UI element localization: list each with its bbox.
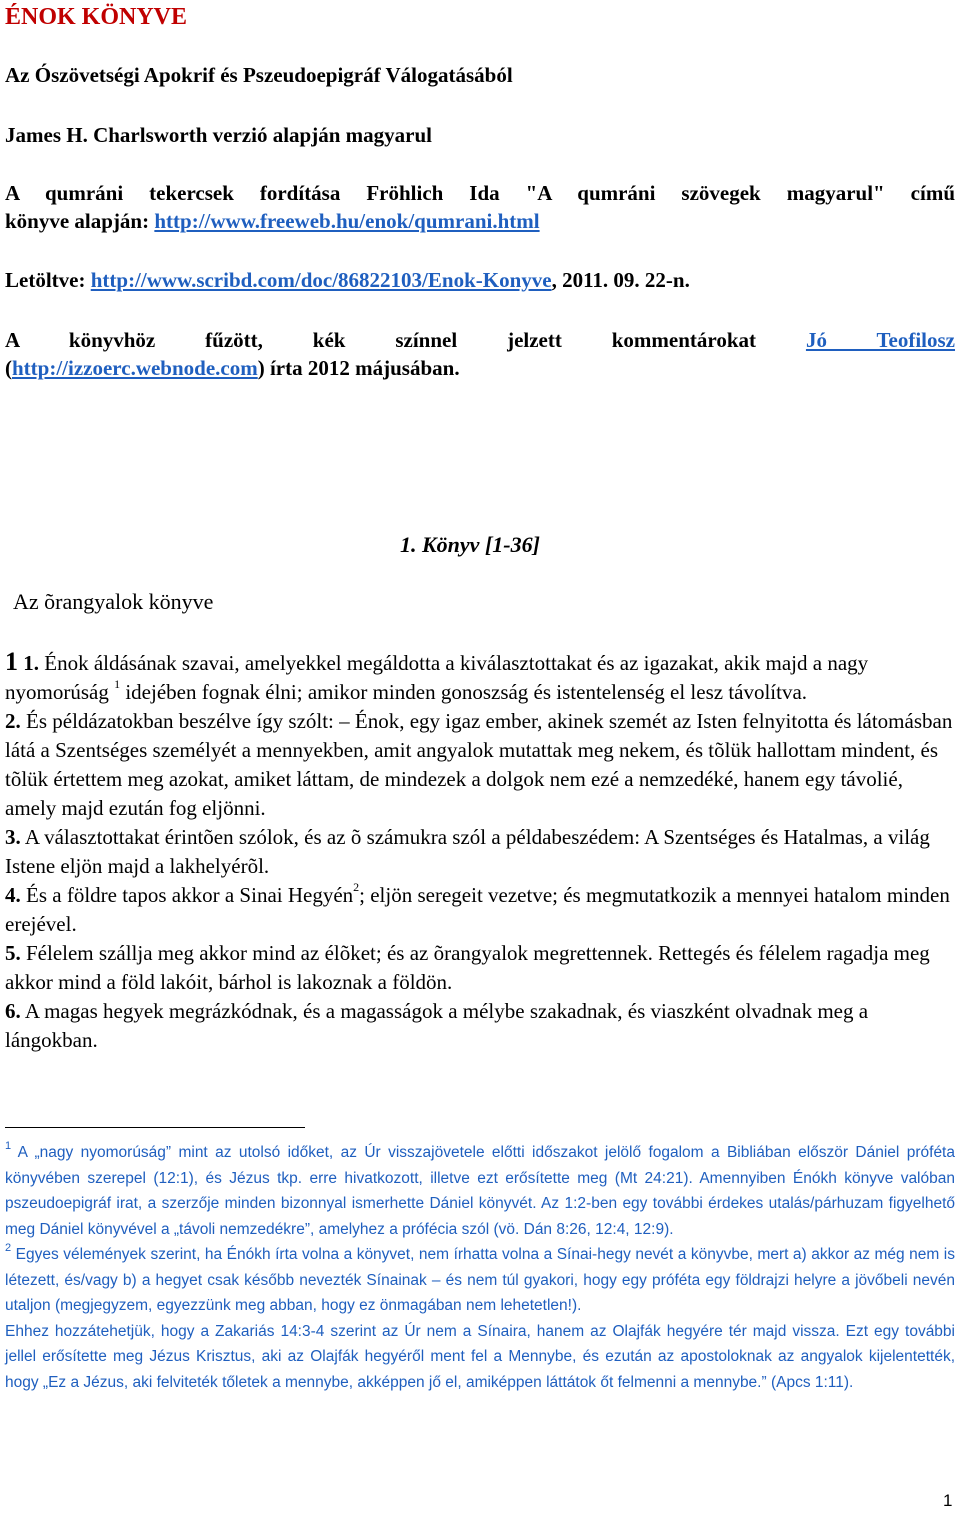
main-text [5,647,955,1055]
verse-text: És példázatokban beszélve így szólt: – Énok, egy igaz ember, akinek szemét az Isten felnyitotta és látomásban látá a Szentséges személyét a mennyekben, amit angyalok mutattak meg nekem, és tõlük hallottam mindent, és tõlük értettem meg azokat, amiket láttam, de mindezek a dolgok nem ezé a nemzedéké, hanem egy távolié, amely majd ezután fog eljönni. [5,709,953,820]
verse-3 [5,823,955,881]
subtitle: Az Ószövetségi Apokrif és Pszeudoepigráf Válogatásából [5,63,513,87]
footnote-text: Egyes vélemények szerint, ha Énókh írta volna a könyvet, nem írhatta volna a Sínai-hegy nevét a könyvbe, mert a) akkor az még nem is létezett, és/vagy b) a hegyet csak később nevezték Sínainak – és nem túl gyakori, hogy egy próféta egy földrajzi helyre a jövőbeli nevén utaljon (megjegyzem, egyezzünk meg abban, hogy ez önmagában nem lehetetlen!). [5,1246,955,1314]
verse-4 [5,881,955,939]
chapter-number: 1 [5,647,18,676]
footnote-ref-1[interactable]: 1 [114,677,121,691]
page-number: 1 [943,1491,953,1510]
verse-text-cont: ; eljön seregeit vezetve; és megmutatkozik a mennyei hatalom minden erejével. [5,883,950,936]
footnote-2-addendum [5,1319,955,1396]
verse-6 [5,997,955,1055]
footnote-number: 2 [5,1242,12,1254]
verse-text-cont: idejében fognak élni; amikor minden gonoszság és istentelenség el lesz távolítva. [125,680,808,704]
qumran-line-1: A qumráni tekercsek fordítása Fröhlich Ida "A qumráni szövegek magyarul" című [5,181,955,205]
document-title: ÉNOK KÖNYVE [5,4,188,30]
footnote-2 [5,1242,955,1319]
verse-number: 4. [5,883,21,907]
verse-text: Félelem szállja meg akkor mind az élõket; és az õrangyalok megrettennek. Rettegés és félelem ragadja meg akkor mind a föld lakóit, bárhol is lakoznak a földön. [5,941,930,994]
verse-number: 1. [23,651,39,675]
footnote-1 [5,1140,955,1242]
verse-2 [5,707,955,823]
verse-5 [5,939,955,997]
commentary-suffix: ) írta 2012 májusában. [257,356,460,380]
verse-number: 5. [5,941,21,965]
verse-text: És a földre tapos akkor a Sinai Hegyén [26,883,354,907]
footnote-ref-2[interactable]: 2 [353,880,360,894]
version-line: James H. Charlsworth verzió alapján magyarul [5,123,432,147]
section-heading: Az õrangyalok könyve [13,589,214,614]
footnotes [5,1140,955,1395]
commentary-prefix: A könyvhöz fűzött, kék színnel jelzett kommentárokat [5,328,757,352]
commentary-note [5,326,955,382]
izzoerc-link[interactable]: http://izzoerc.webnode.com [12,356,258,380]
footnote-divider [5,1127,305,1128]
paren-open: ( [5,356,12,380]
footnote-number: 1 [5,1140,12,1152]
qumran-paragraph [5,179,955,235]
verse-1 [5,647,955,707]
verse-text: A magas hegyek megrázkódnak, és a magasságok a mélybe szakadnak, és viaszként olvadnak meg a lángokban. [5,999,869,1052]
author-link[interactable]: Jó Teofilosz [805,328,956,352]
book-heading: 1. Könyv [1-36] [400,532,540,557]
verse-text: A választottakat érintõen szólok, és az õ számukra szól a példabeszédem: A Szentséges és Hatalmas, a világ Istene eljön majd a lakhelyérõl. [5,825,930,878]
download-line [5,268,690,293]
qumran-line-2-prefix: könyve alapján: [5,209,155,233]
footnote-text: A „nagy nyomorúság” mint az utolsó időket, az Úr visszajövetele előtti időszakot jelölő fogalom a Bibliában először Dániel próféta könyvében szerepel (12:1), és Jézus tkp. erre hivatkozott, illetve ezt erősítette meg (Mt 24:21). Amennyiben Énókh könyve valóban pszeudoepigráf irat, a szerzője minden bizonnyal ismerhette Dániel könyvét. Az 1:2-ben egy további érdekes utalás/párhuzam figyelhető meg Dániel könyvével a „távoli nemzedékre”, amelyhez a prófécia szól (vö. Dán 8:26, 12:4, 12:9). [5,1144,955,1238]
download-label: Letöltve: [5,268,86,292]
scribd-link[interactable]: http://www.scribd.com/doc/86822103/Enok-Konyve [90,268,552,292]
verse-number: 6. [5,999,21,1023]
download-date: , 2011. 09. 22-n. [551,268,690,292]
qumran-link[interactable]: http://www.freeweb.hu/enok/qumrani.html [154,209,540,233]
commentary-line-1 [5,326,955,354]
verse-text: Énok áldásának szavai, amelyekkel megáldotta a kiválasztottakat és az igazakat, akik majd a nagy nyomorúság [5,651,869,704]
verse-number: 3. [5,825,21,849]
verse-number: 2. [5,709,21,733]
footnote-text: Ehhez hozzátehetjük, hogy a Zakariás 14:3-4 szerint az Úr nem a Sínaira, hanem az Olajfák hegyére tér majd vissza. Ezt egy további jellel erősítette meg Jézus Krisztus, aki az Olajfák hegyéről ment fel a Mennybe, és ezután az apostoloknak az angyalok kijelentették, hogy „Ez a Jézus, aki felviteték tőletek a mennybe, akképpen jő el, amiképpen láttátok őt felmenni a mennybe.” (Apcs 1:11). [5,1322,955,1391]
